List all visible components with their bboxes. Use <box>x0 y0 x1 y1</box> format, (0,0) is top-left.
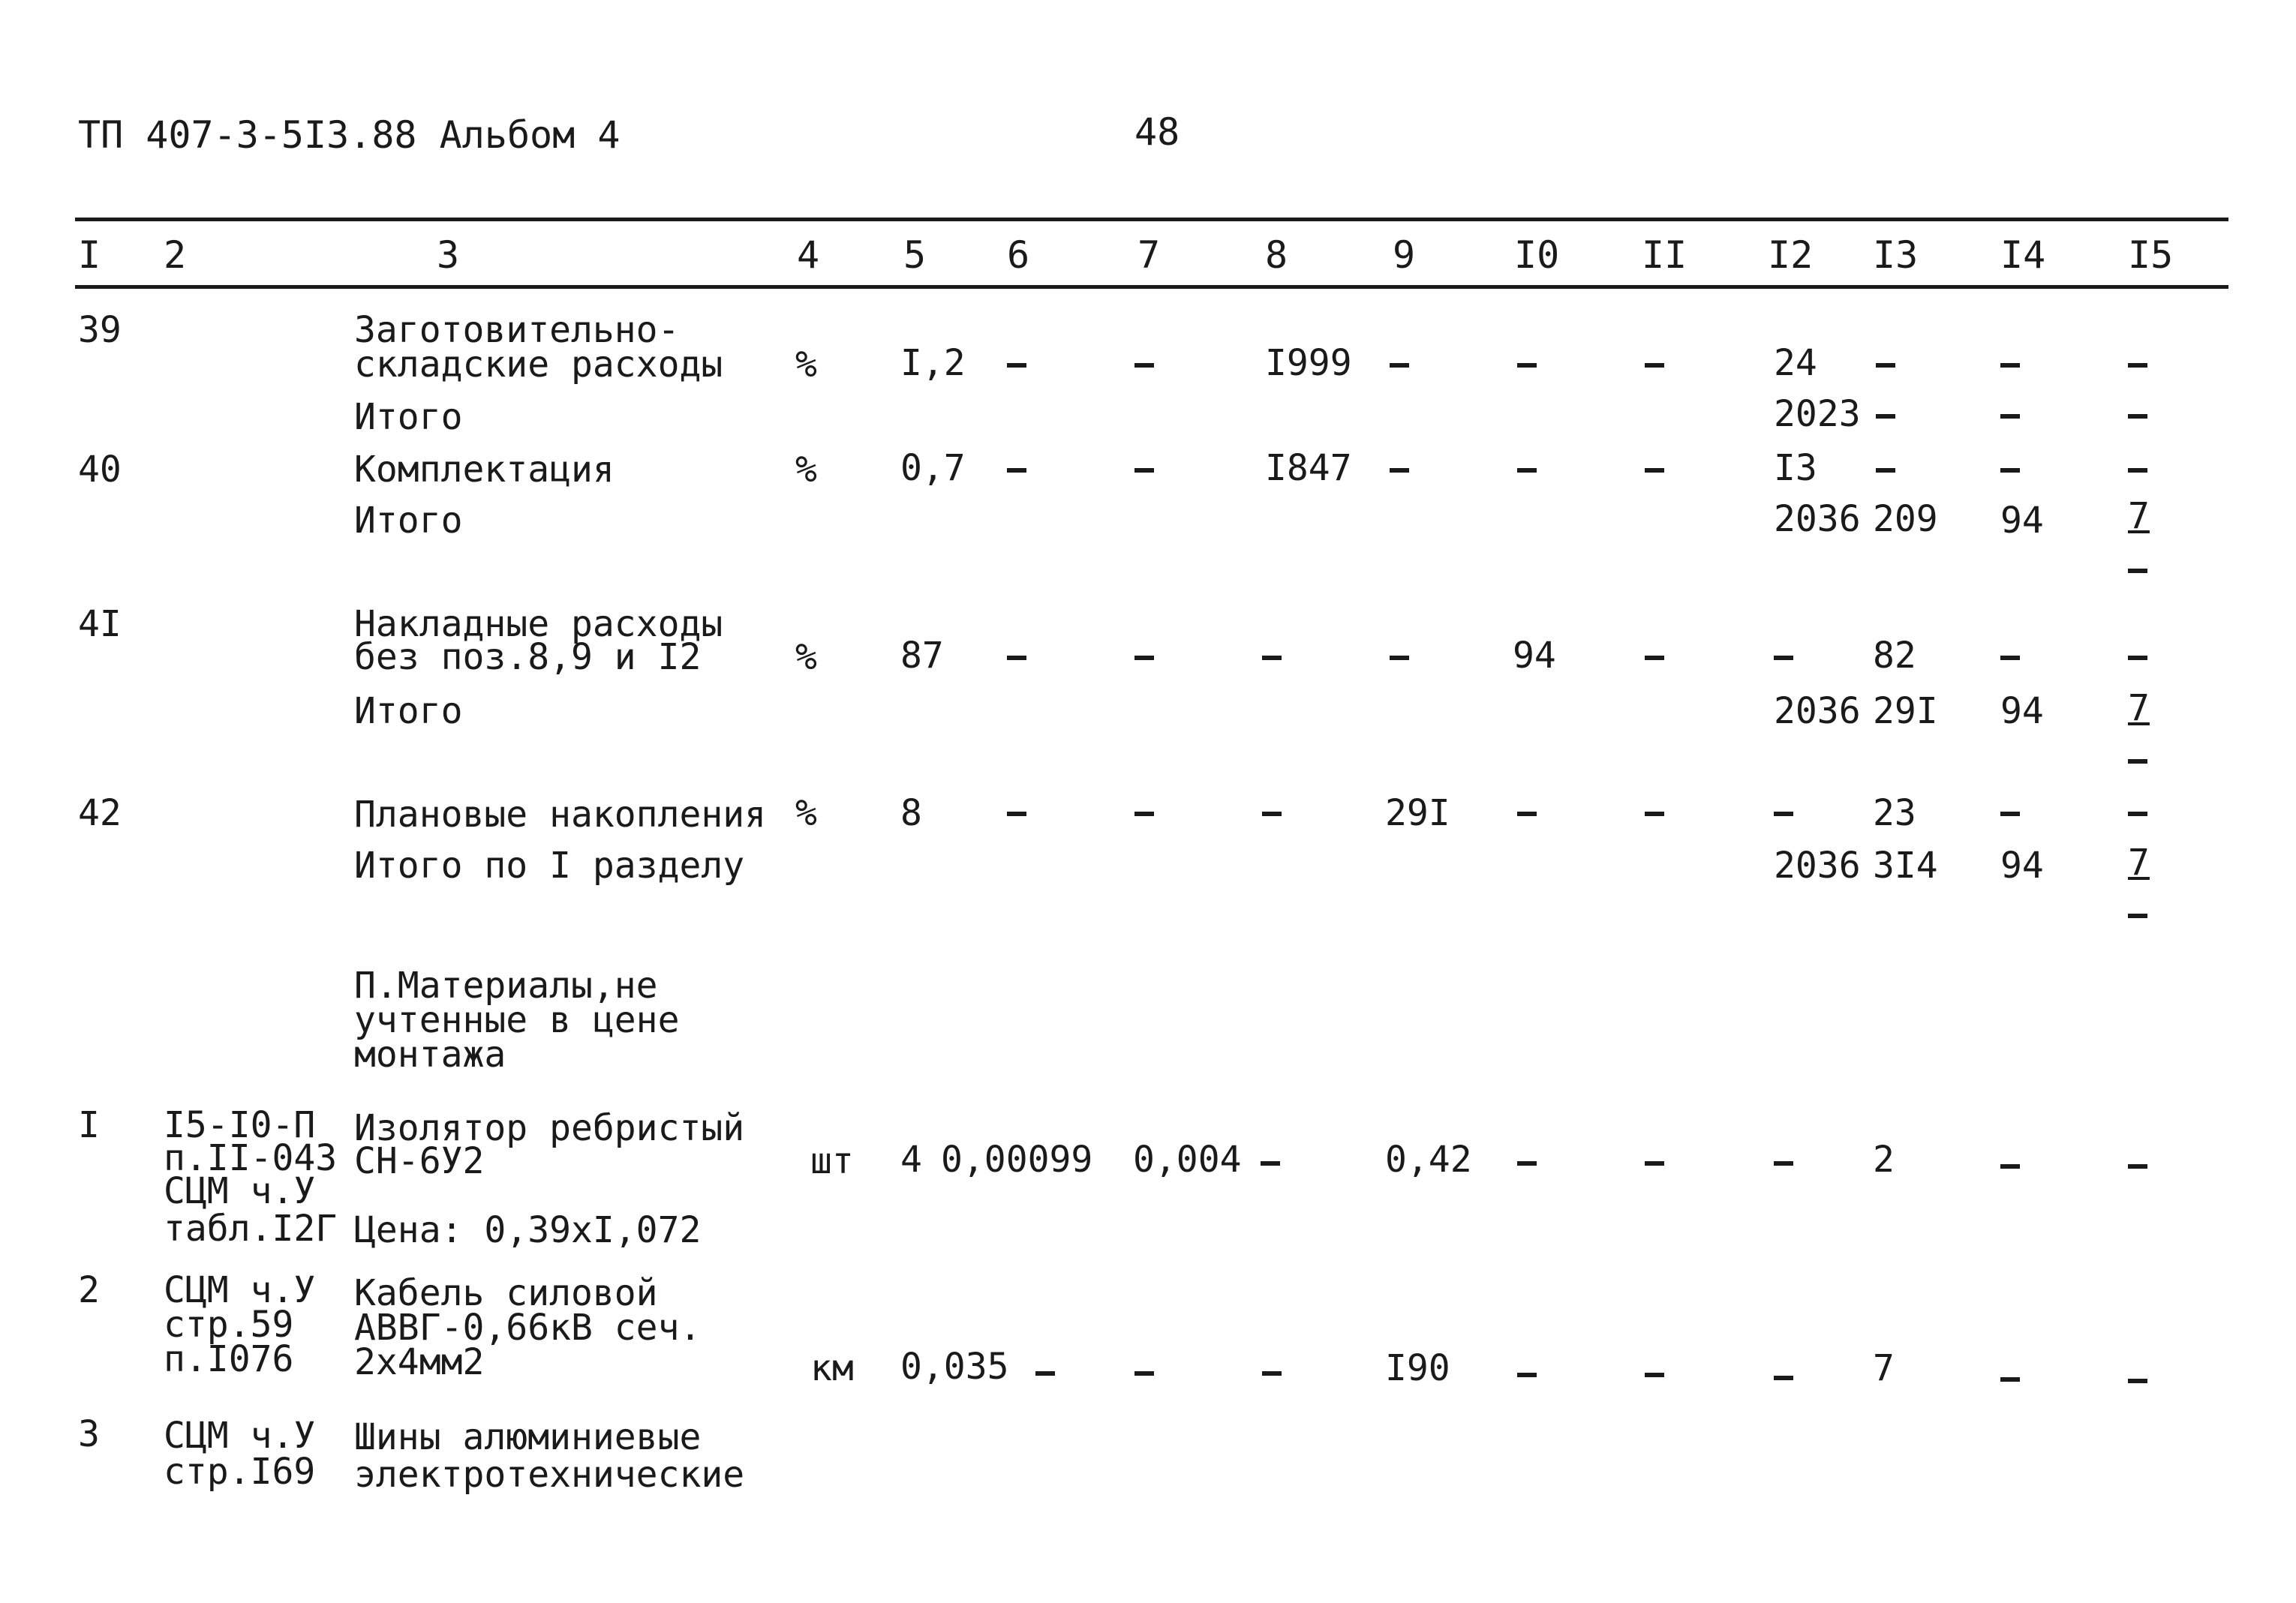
total-c12: 2036 <box>1774 845 1861 887</box>
empty-cell-dash <box>2128 569 2147 573</box>
empty-cell-dash <box>1876 363 1895 368</box>
empty-cell-dash <box>2128 759 2147 764</box>
reference: табл.I2Г <box>164 1208 338 1250</box>
cell-c9: I90 <box>1385 1347 1450 1389</box>
empty-cell-dash <box>2128 363 2147 368</box>
empty-cell-dash <box>1517 1373 1537 1377</box>
empty-cell-dash <box>1517 468 1537 473</box>
total-c15: 7 <box>2128 842 2150 884</box>
price-note: Цена: 0,39хI,072 <box>354 1209 702 1251</box>
total-label: Итого <box>354 396 463 438</box>
total-c14: 94 <box>2000 845 2044 887</box>
empty-cell-dash <box>1390 363 1409 368</box>
empty-cell-dash <box>2128 914 2147 918</box>
unit-cell: % <box>795 792 817 834</box>
reference: п.I076 <box>164 1338 294 1380</box>
empty-cell-dash <box>2128 656 2147 660</box>
empty-cell-dash <box>1876 468 1895 473</box>
total-c13: 29I <box>1873 690 1938 732</box>
cell-c10: 94 <box>1513 635 1556 677</box>
cell-c13: 2 <box>1873 1139 1895 1181</box>
empty-cell-dash <box>1390 656 1409 660</box>
total-c13: 209 <box>1873 498 1938 540</box>
unit-cell: км <box>810 1347 854 1389</box>
column-header: I3 <box>1873 233 1919 277</box>
unit-cell: % <box>795 636 817 678</box>
column-header: I5 <box>2128 233 2174 277</box>
empty-cell-dash <box>1517 363 1537 368</box>
total-c15: 7 <box>2128 495 2150 537</box>
empty-cell-dash <box>1645 812 1664 816</box>
empty-cell-dash <box>1774 812 1793 816</box>
empty-cell-dash <box>1007 656 1026 660</box>
column-header: 7 <box>1137 233 1161 277</box>
empty-cell-dash <box>2000 1164 2020 1169</box>
item-name: Кабель силовой <box>354 1272 658 1314</box>
row-number: 4I <box>78 603 122 645</box>
row-number: 3 <box>78 1413 100 1455</box>
empty-cell-dash <box>2000 812 2020 816</box>
total-c12: 2036 <box>1774 498 1861 540</box>
empty-cell-dash <box>2000 468 2020 473</box>
empty-cell-dash <box>1645 656 1664 660</box>
empty-cell-dash <box>1035 1371 1055 1376</box>
item-name: СН-6У2 <box>354 1140 485 1182</box>
empty-cell-dash <box>2128 468 2147 473</box>
cell-c5: 0,035 <box>900 1346 1009 1388</box>
cell-c9: 29I <box>1385 792 1450 834</box>
cell-c5: 87 <box>900 635 944 677</box>
row-number: 39 <box>78 309 122 351</box>
empty-cell-dash <box>1007 812 1026 816</box>
cell-c12: I3 <box>1774 447 1817 489</box>
cell-c13: 7 <box>1873 1347 1895 1389</box>
reference: п.II-043 <box>164 1137 338 1179</box>
row-number: 2 <box>78 1269 100 1311</box>
row-name: без поз.8,9 и I2 <box>354 636 702 678</box>
empty-cell-dash <box>2128 414 2147 419</box>
reference: СЦМ ч.У <box>164 1269 316 1311</box>
table-top-rule <box>75 218 2228 221</box>
item-name: Изолятор ребристый <box>354 1107 745 1149</box>
column-header: 6 <box>1007 233 1030 277</box>
column-header: 4 <box>797 233 820 277</box>
column-header: 5 <box>903 233 927 277</box>
column-header: 9 <box>1393 233 1416 277</box>
row-name: Плановые накопления <box>354 794 767 836</box>
empty-cell-dash <box>1876 414 1895 419</box>
header-bottom-rule <box>75 285 2228 289</box>
row-name: Заготовительно- <box>354 309 680 351</box>
row-number: 40 <box>78 449 122 491</box>
cell-c5: 8 <box>900 792 922 834</box>
row-name: Накладные расходы <box>354 603 723 645</box>
total-c15: 7 <box>2128 687 2150 729</box>
row-number: 42 <box>78 792 122 834</box>
empty-cell-dash <box>1262 812 1282 816</box>
empty-cell-dash <box>1134 1371 1154 1376</box>
total-c12: 2036 <box>1774 690 1861 732</box>
page-number: 48 <box>1134 110 1180 154</box>
empty-cell-dash <box>1517 812 1537 816</box>
empty-cell-dash <box>1262 656 1282 660</box>
empty-cell-dash <box>1261 1161 1280 1166</box>
empty-cell-dash <box>1774 1376 1793 1380</box>
item-name: Шины алюминиевые <box>354 1416 702 1458</box>
total-c14: 94 <box>2000 500 2044 542</box>
empty-cell-dash <box>1774 656 1793 660</box>
empty-cell-dash <box>2000 363 2020 368</box>
item-name: электротехнические <box>354 1454 745 1496</box>
total-c13: 3I4 <box>1873 845 1938 887</box>
cell-c12: 24 <box>1774 342 1817 384</box>
empty-cell-dash <box>1134 656 1154 660</box>
total-label: Итого <box>354 690 463 732</box>
cell-c13: 82 <box>1873 635 1916 677</box>
total-c12: 2023 <box>1774 393 1861 435</box>
cell-c5: I,2 <box>900 342 966 384</box>
empty-cell-dash <box>1645 1373 1664 1377</box>
cell-c13: 23 <box>1873 792 1916 834</box>
empty-cell-dash <box>1645 1161 1664 1166</box>
total-label: Итого <box>354 500 463 542</box>
unit-cell: % <box>795 344 817 386</box>
reference: I5-I0-П <box>164 1104 316 1146</box>
empty-cell-dash <box>2000 414 2020 419</box>
empty-cell-dash <box>2000 1377 2020 1382</box>
empty-cell-dash <box>1007 468 1026 473</box>
section-title: П.Материалы,не <box>354 965 658 1007</box>
empty-cell-dash <box>1134 363 1154 368</box>
column-header: 3 <box>437 233 460 277</box>
empty-cell-dash <box>1774 1161 1793 1166</box>
cell-c8: I847 <box>1265 447 1352 489</box>
reference: СЦМ ч.У <box>164 1415 316 1457</box>
column-header: I0 <box>1514 233 1560 277</box>
row-number: I <box>78 1104 100 1146</box>
column-header: 8 <box>1265 233 1288 277</box>
reference: стр.59 <box>164 1304 294 1346</box>
empty-cell-dash <box>1134 468 1154 473</box>
column-header: 2 <box>164 233 187 277</box>
item-name: АВВГ-0,66кВ сеч. <box>354 1307 702 1349</box>
empty-cell-dash <box>1517 1161 1537 1166</box>
empty-cell-dash <box>1645 468 1664 473</box>
unit-cell: % <box>795 449 817 491</box>
empty-cell-dash <box>1645 363 1664 368</box>
reference: СЦМ ч.У <box>164 1170 316 1212</box>
unit-cell: шт <box>810 1140 854 1182</box>
cell-c9: 0,42 <box>1385 1139 1472 1181</box>
reference: стр.I69 <box>164 1451 316 1493</box>
section-title: монтажа <box>354 1034 506 1076</box>
column-header: I4 <box>2000 233 2046 277</box>
empty-cell-dash <box>1390 468 1409 473</box>
empty-cell-dash <box>2000 656 2020 660</box>
cell-c8: I999 <box>1265 342 1352 384</box>
item-name: 2х4мм2 <box>354 1341 485 1383</box>
empty-cell-dash <box>2128 1164 2147 1169</box>
empty-cell-dash <box>2128 812 2147 816</box>
column-header: II <box>1642 233 1687 277</box>
column-header: I2 <box>1768 233 1814 277</box>
empty-cell-dash <box>1262 1371 1282 1376</box>
cell-c6: 0,00099 <box>941 1139 1093 1181</box>
total-label: Итого по I разделу <box>354 845 745 887</box>
cell-c5: 0,7 <box>900 447 966 489</box>
section-title: учтенные в цене <box>354 999 680 1041</box>
cell-c5: 4 <box>900 1139 922 1181</box>
document-reference: ТП 407-3-5I3.88 Альбом 4 <box>78 113 621 157</box>
empty-cell-dash <box>1134 812 1154 816</box>
empty-cell-dash <box>1007 363 1026 368</box>
total-c14: 94 <box>2000 690 2044 732</box>
empty-cell-dash <box>2128 1379 2147 1383</box>
row-name: складские расходы <box>354 344 723 386</box>
cell-c7: 0,004 <box>1133 1139 1242 1181</box>
row-name: Комплектация <box>354 449 615 491</box>
column-header: I <box>78 233 101 277</box>
